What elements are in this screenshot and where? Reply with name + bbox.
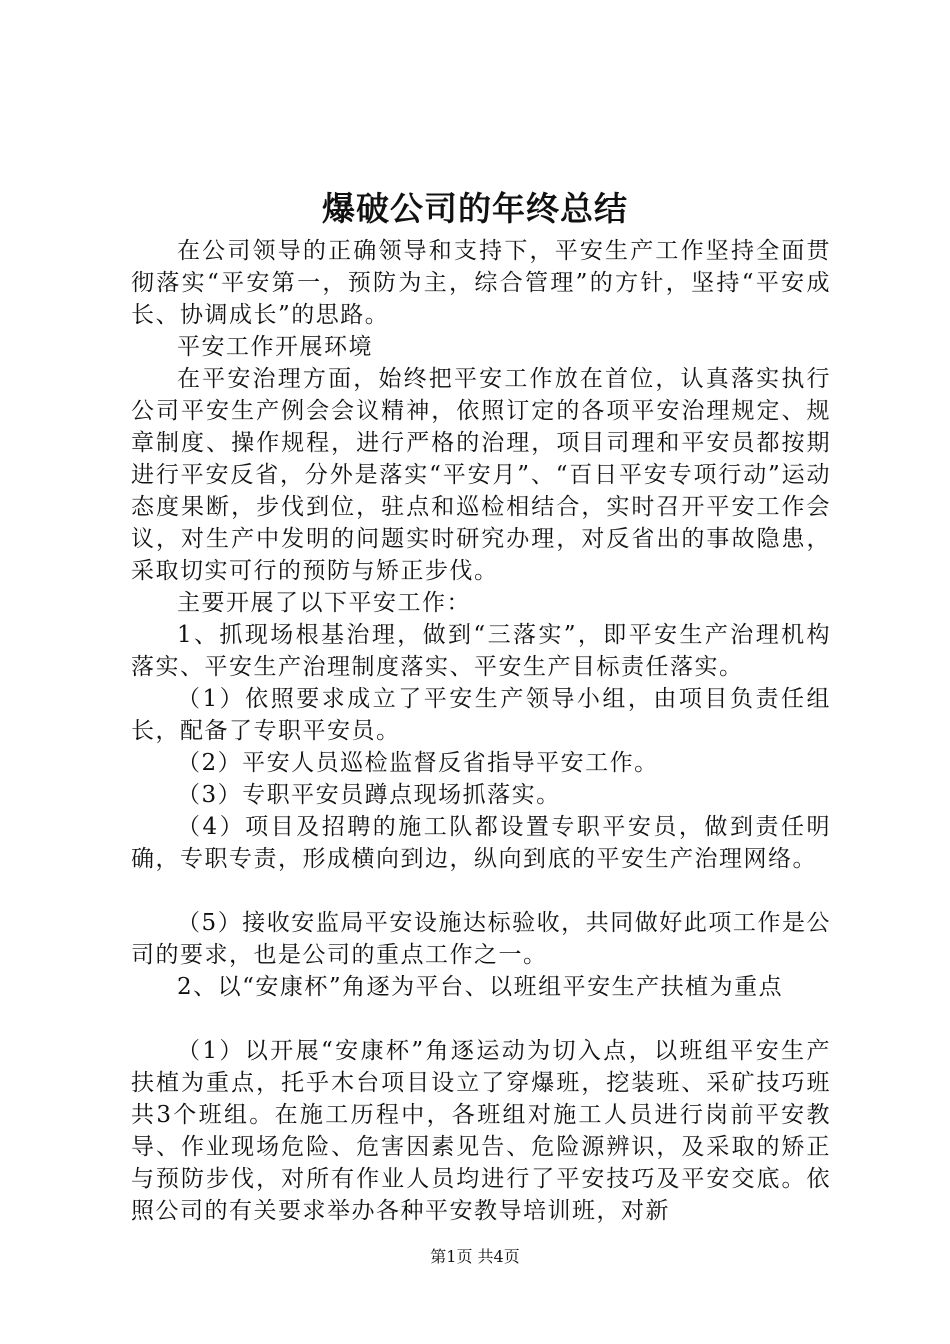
paragraph-subitem-5: （5）接收安监局平安设施达标验收，共同做好此项工作是公司的要求，也是公司的重点工作之一。 — [131, 910, 831, 968]
paragraph-item-2-sub-1: （1）以开展“安康杯”角逐运动为切入点，以班组平安生产扶植为重点，托乎木台项目设立了穿爆班，挖装班、采矿技巧班共3个班组。在施工历程中，各班组对施工人员进行岗前平安教导、作业现场危险、危害因素见告、危险源辨识，及采取的矫正与预防步伐，对所有作业人员均进行了平安技巧及平安交底。依照公司的有关要求举办各种平安教导培训班，对新 — [131, 1038, 831, 1224]
paragraph-management: 在平安治理方面，始终把平安工作放在首位，认真落实执行公司平安生产例会会议精神，依照订定的各项平安治理规定、规章制度、操作规程，进行严格的治理，项目司理和平安员都按期进行平安反省，分外是落实“平安月”、“百日平安专项行动”运动态度果断，步伐到位，驻点和巡检相结合，实时召开平安工作会议，对生产中发明的问题实时研究办理，对反省出的事故隐患，采取切实可行的预防与矫正步伐。 — [131, 366, 831, 584]
paragraph-intro: 在公司领导的正确领导和支持下，平安生产工作坚持全面贯彻落实“平安第一，预防为主，综合管理”的方针，坚持“平安成长、协调成长”的思路。 — [131, 238, 831, 328]
paragraph-subitem-2: （2）平安人员巡检监督反省指导平安工作。 — [177, 750, 659, 776]
document-title: 爆破公司的年终总结 — [322, 189, 628, 228]
paragraph-subitem-3: （3）专职平安员蹲点现场抓落实。 — [177, 782, 561, 808]
paragraph-main-work: 主要开展了以下平安工作： — [177, 590, 471, 616]
paragraph-item-1: 1、抓现场根基治理，做到“三落实”，即平安生产治理机构落实、平安生产治理制度落实、平安生产目标责任落实。 — [131, 622, 831, 680]
page-footer: 第1页 共4页 — [430, 1247, 520, 1266]
paragraph-subitem-1: （1）依照要求成立了平安生产领导小组，由项目负责任组长，配备了专职平安员。 — [131, 686, 831, 744]
paragraph-section-heading: 平安工作开展环境 — [177, 334, 373, 360]
paragraph-subitem-4: （4）项目及招聘的施工队都设置专职平安员，做到责任明确，专职专责，形成横向到边，纵向到底的平安生产治理网络。 — [131, 814, 831, 872]
paragraph-item-2: 2、以“安康杯”角逐为平台、以班组平安生产扶植为重点 — [177, 974, 784, 1000]
document-body — [131, 235, 831, 1227]
